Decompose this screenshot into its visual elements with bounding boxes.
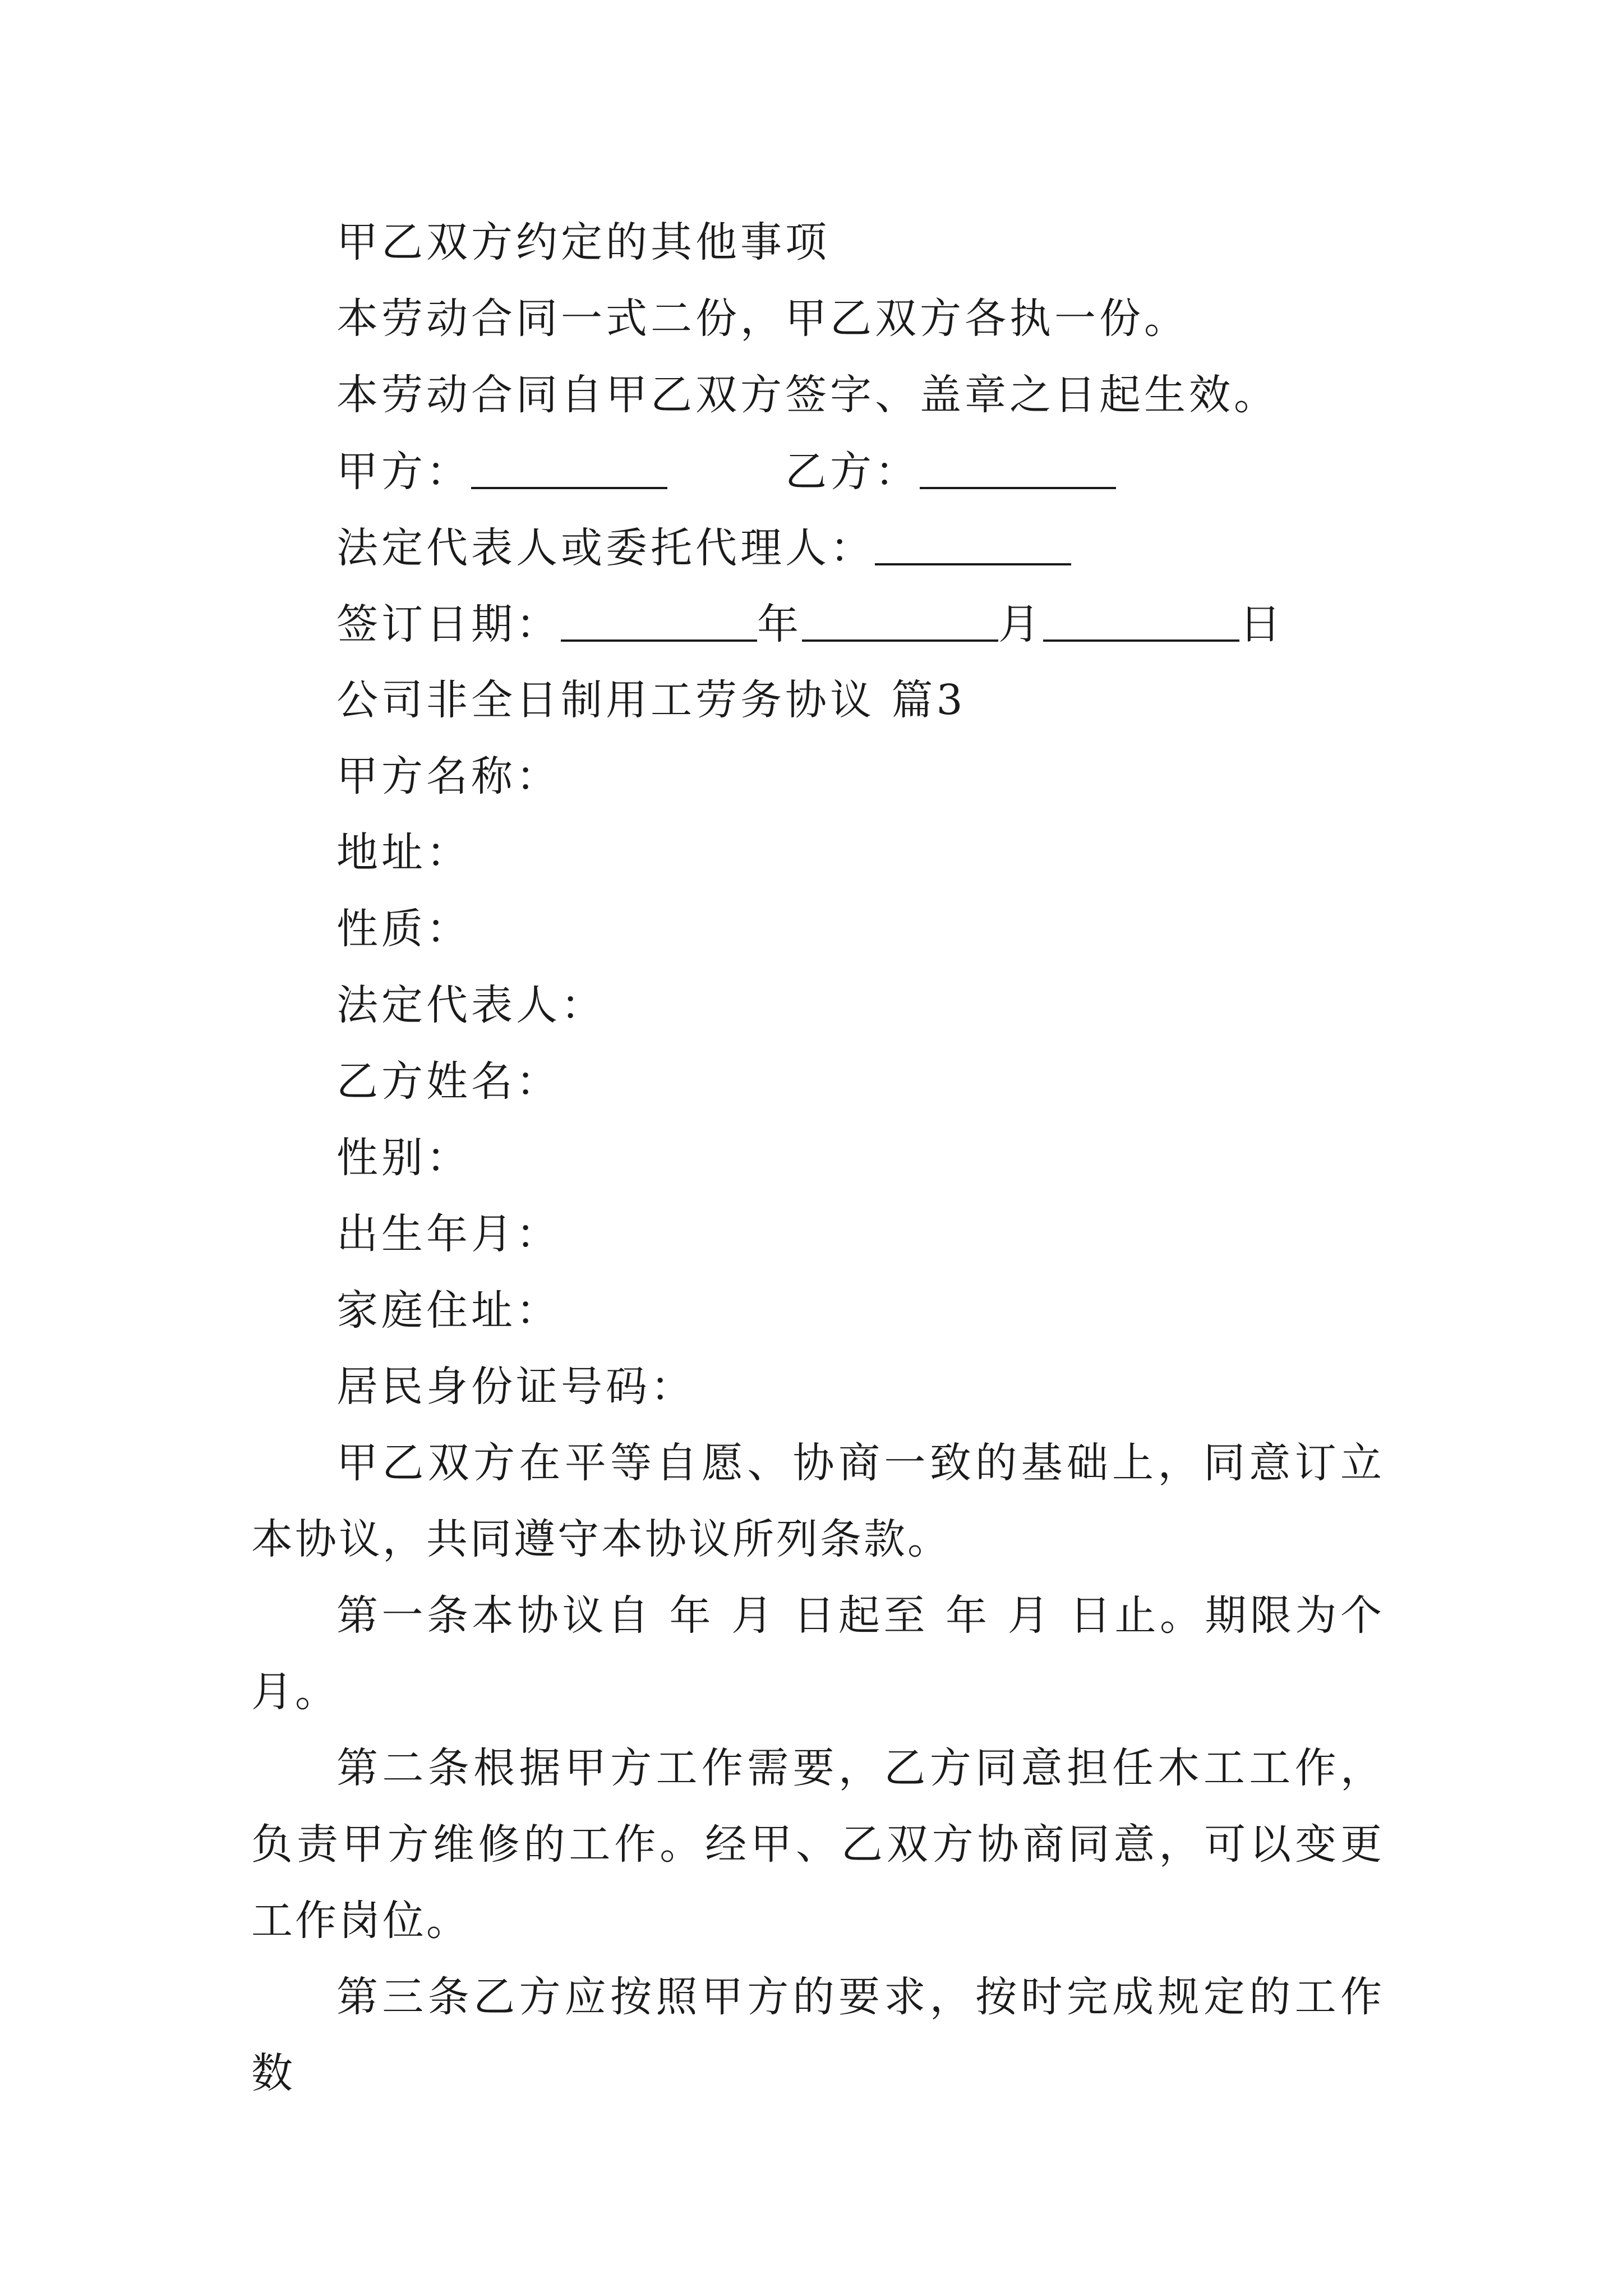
copies-line: 本劳动合同一式二份，甲乙双方各执一份。 (336, 295, 1189, 343)
party-b-label: 乙方： (785, 448, 920, 496)
year-blank (561, 598, 757, 642)
legal-rep-field: 法定代表人： (336, 981, 606, 1029)
sign-date-line (336, 598, 1284, 650)
intro-paragraph: 甲乙双方在平等自愿、协商一致的基础上，同意订立本协议，共同遵守本协议所列条款。 (251, 1439, 1384, 1563)
month-text: 月 (998, 600, 1043, 648)
article-3-paragraph: 第三条乙方应按照甲方的要求，按时完成规定的工作数 (251, 1973, 1384, 2097)
party-b-name-field: 乙方姓名： (336, 1057, 561, 1106)
year-text: 年 (757, 600, 802, 648)
party-a-blank (471, 445, 667, 489)
month-blank (802, 598, 998, 642)
party-a-label: 甲方： (336, 448, 471, 496)
party-b-blank (920, 445, 1116, 489)
nature-field: 性质： (336, 905, 471, 953)
day-blank (1043, 598, 1239, 642)
article-2-paragraph: 第二条根据甲方工作需要，乙方同意担任木工工作，负责甲方维修的工作。经甲、乙双方协商同意，可以变更工作岗位。 (251, 1744, 1384, 1945)
day-text: 日 (1239, 600, 1284, 648)
effective-line: 本劳动合同自甲乙双方签字、盖章之日起生效。 (336, 371, 1279, 419)
party-a-name-field: 甲方名称： (336, 752, 561, 800)
article-1-paragraph: 第一条本协议自 年 月 日起至 年 月 日止。期限为个月。 (251, 1591, 1384, 1716)
legal-rep-agent-blank (875, 522, 1071, 565)
sign-date-label: 签订日期： (336, 600, 561, 648)
legal-rep-agent-line (336, 522, 1071, 573)
signature-parties-line (336, 445, 1116, 497)
legal-rep-agent-label: 法定代表人或委托代理人： (336, 524, 875, 572)
id-number-field: 居民身份证号码： (336, 1363, 695, 1411)
birth-field: 出生年月： (336, 1210, 561, 1258)
address-field: 地址： (336, 829, 471, 877)
home-address-field: 家庭住址： (336, 1286, 561, 1335)
gender-field: 性别： (336, 1134, 471, 1182)
other-matters-line: 甲乙双方约定的其他事项 (336, 218, 830, 266)
section-title: 公司非全日制用工劳务协议 篇3 (336, 676, 966, 724)
